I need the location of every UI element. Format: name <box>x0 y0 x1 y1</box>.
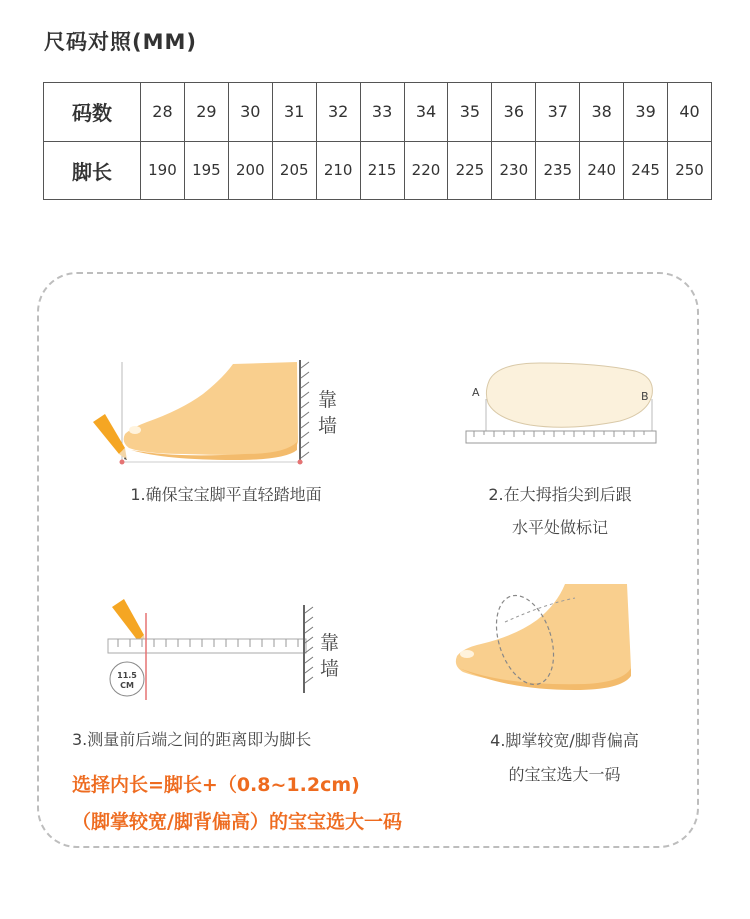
size-chart-table <box>43 82 712 200</box>
size-cell: 28 <box>141 83 185 142</box>
length-cell: 235 <box>536 141 580 200</box>
table-row-lengths <box>44 141 712 200</box>
length-cell: 205 <box>272 141 316 200</box>
size-cell: 36 <box>492 83 536 142</box>
marker-b: B <box>641 390 649 403</box>
size-cell: 32 <box>316 83 360 142</box>
length-cell: 250 <box>668 141 712 200</box>
step2-insole-ruler-illustration <box>460 355 660 450</box>
step4-caption-line2: 的宝宝选大一码 <box>508 765 621 784</box>
length-cell: 215 <box>360 141 404 200</box>
measure-badge-value: 11.5 <box>117 671 137 680</box>
measure-badge-unit: CM <box>120 681 134 690</box>
size-cell: 33 <box>360 83 404 142</box>
length-cell: 225 <box>448 141 492 200</box>
wall-label-bottom: 墙 <box>318 415 338 437</box>
step1-foot-wall-illustration <box>85 350 365 475</box>
wall-label-bottom-2: 墙 <box>320 658 340 680</box>
length-cell: 195 <box>184 141 228 200</box>
step2-caption-line2: 水平处做标记 <box>511 518 608 537</box>
size-cell: 34 <box>404 83 448 142</box>
length-cell: 200 <box>228 141 272 200</box>
size-cell: 39 <box>624 83 668 142</box>
length-cell: 230 <box>492 141 536 200</box>
length-cell: 210 <box>316 141 360 200</box>
size-cell: 30 <box>228 83 272 142</box>
row-header-size: 码数 <box>44 83 141 142</box>
step2-caption-line1: 2.在大拇指尖到后跟 <box>488 485 632 504</box>
step1-caption: 1.确保宝宝脚平直轻踏地面 <box>130 485 322 504</box>
size-cell: 35 <box>448 83 492 142</box>
size-cell: 38 <box>580 83 624 142</box>
step4-wide-foot-illustration <box>445 578 645 703</box>
table-row-sizes <box>44 83 712 142</box>
size-cell: 40 <box>668 83 712 142</box>
size-cell: 31 <box>272 83 316 142</box>
fit-formula-note: 选择内长=脚长+（0.8~1.2cm) <box>72 774 360 796</box>
size-cell: 37 <box>536 83 580 142</box>
marker-a: A <box>472 386 480 399</box>
step3-caption: 3.测量前后端之间的距离即为脚长 <box>72 730 312 749</box>
length-cell: 220 <box>404 141 448 200</box>
length-cell: 245 <box>624 141 668 200</box>
wall-label-top: 靠 <box>318 389 338 411</box>
wall-label-top-2: 靠 <box>320 632 340 654</box>
row-header-length: 脚长 <box>44 141 141 200</box>
length-cell: 240 <box>580 141 624 200</box>
step4-caption-line1: 4.脚掌较宽/脚背偏高 <box>490 731 639 750</box>
wide-foot-note: （脚掌较宽/脚背偏高）的宝宝选大一码 <box>72 811 402 833</box>
size-cell: 29 <box>184 83 228 142</box>
page-title: 尺码对照(MM) <box>44 30 197 54</box>
length-cell: 190 <box>141 141 185 200</box>
